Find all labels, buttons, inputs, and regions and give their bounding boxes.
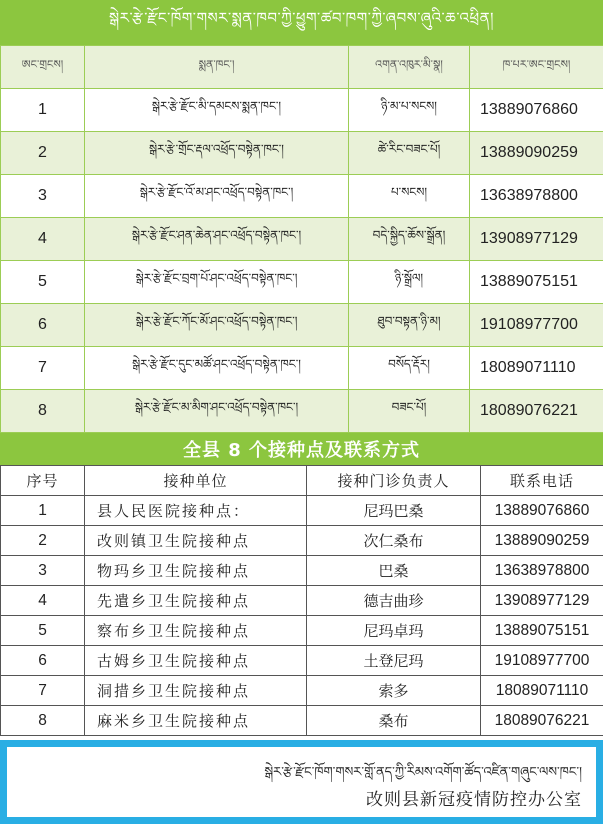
table-row (1, 175, 603, 218)
tibetan-title: སྒེར་རྩེ་རྫོང་ཁོག་གསར་སྨན་ཁབ་ཀྱི་ཕྱུག་ཚབ་ཁག་ཀྱི་ཞབས་ཞུའི་ཆ་འཕྲིན། (0, 0, 603, 45)
chinese-header-number: 序号 (1, 466, 85, 496)
chinese-header-phone: 联系电话 (481, 466, 603, 496)
table-row (1, 676, 603, 706)
row-number: 7 (1, 347, 85, 390)
row-unit: སྒེར་རྩེ་རྫོང་དུང་མཚོ་ཤང་འཕྲོད་བསྟེན་ཁང་། (85, 347, 349, 390)
row-person: ཉི་མ་པ་སངས། (349, 89, 470, 132)
row-person: ཚེ་རིང་བཟང་པོ། (349, 132, 470, 175)
table-row (1, 556, 603, 586)
row-phone: 13889076860 (481, 496, 603, 526)
row-unit: 改则镇卫生院接种点 (85, 526, 307, 556)
row-number: 5 (1, 616, 85, 646)
row-unit: སྒེར་རྩེ་རྫོང་མི་དམངས་སྨན་ཁང་། (85, 89, 349, 132)
tibetan-header-phone: ཁ་པར་ཨང་གྲངས། (470, 46, 603, 89)
tibetan-header-number: ཨང་གྲངས། (1, 46, 85, 89)
row-person: 土登尼玛 (307, 646, 481, 676)
tibetan-header-row (1, 46, 603, 89)
row-unit: 麻米乡卫生院接种点 (85, 706, 307, 736)
table-row (1, 132, 603, 175)
row-person: 索多 (307, 676, 481, 706)
row-number: 7 (1, 676, 85, 706)
row-phone: 13908977129 (481, 586, 603, 616)
row-phone: 19108977700 (481, 646, 603, 676)
row-phone: 18089071110 (470, 347, 603, 390)
row-unit: སྒེར་རྩེ་རྫོང་བྲག་པོ་ཤང་འཕྲོད་བསྟེན་ཁང་། (85, 261, 349, 304)
row-phone: 13889075151 (470, 261, 603, 304)
chinese-header-unit: 接种单位 (85, 466, 307, 496)
row-phone: 13908977129 (470, 218, 603, 261)
row-person: བཟང་པོ། (349, 390, 470, 433)
row-person: 次仁桑布 (307, 526, 481, 556)
row-unit: སྒེར་རྩེ་རྫོང་ཤན་ཆེན་ཤང་འཕྲོད་བསྟེན་ཁང་། (85, 218, 349, 261)
row-unit: 县人民医院接种点： (85, 496, 307, 526)
table-row (1, 496, 603, 526)
tibetan-vaccination-table (0, 45, 603, 433)
row-unit: སྒེར་རྩེ་རྫོང་ཀོང་མོ་ཤང་འཕྲོད་བསྟེན་ཁང་། (85, 304, 349, 347)
footer-tibetan: སྒེར་རྩེ་རྫོང་ཁོག་གསར་གློ་ནད་ཀྱི་རིམས་འགོག་ཚོད་འཛིན་གཞུང་ལས་ཁང་། (264, 765, 582, 780)
row-number: 5 (1, 261, 85, 304)
row-person: ཉི་སྒྲོལ། (349, 261, 470, 304)
table-row (1, 261, 603, 304)
row-number: 3 (1, 175, 85, 218)
row-phone: 13638978800 (470, 175, 603, 218)
row-number: 6 (1, 646, 85, 676)
table-row (1, 616, 603, 646)
table-row (1, 526, 603, 556)
row-number: 3 (1, 556, 85, 586)
row-phone: 13889090259 (481, 526, 603, 556)
footer-box (7, 747, 596, 817)
table-row (1, 706, 603, 736)
row-phone: 13889076860 (470, 89, 603, 132)
row-phone: 13889090259 (470, 132, 603, 175)
row-unit: 古姆乡卫生院接种点 (85, 646, 307, 676)
chinese-title: 全县 8 个接种点及联系方式 (0, 433, 603, 465)
row-unit: 先遣乡卫生院接种点 (85, 586, 307, 616)
row-unit: 洞措乡卫生院接种点 (85, 676, 307, 706)
row-person: 德吉曲珍 (307, 586, 481, 616)
row-unit: 察布乡卫生院接种点 (85, 616, 307, 646)
row-number: 8 (1, 390, 85, 433)
row-phone: 19108977700 (470, 304, 603, 347)
row-person: པ་སངས། (349, 175, 470, 218)
footer-chinese: 改则县新冠疫情防控办公室 (366, 790, 582, 810)
row-person: 桑布 (307, 706, 481, 736)
table-row (1, 304, 603, 347)
table-row (1, 89, 603, 132)
chinese-vaccination-table (0, 465, 603, 736)
row-person: 尼玛巴桑 (307, 496, 481, 526)
row-phone: 13638978800 (481, 556, 603, 586)
table-row (1, 586, 603, 616)
row-person: བདེ་སྐྱིད་ཆོས་སྒྲོན། (349, 218, 470, 261)
row-phone: 18089076221 (470, 390, 603, 433)
row-unit: 物玛乡卫生院接种点 (85, 556, 307, 586)
table-row (1, 218, 603, 261)
table-row (1, 390, 603, 433)
row-person: ཐུབ་བསྟན་ཉི་མ། (349, 304, 470, 347)
row-number: 1 (1, 496, 85, 526)
row-phone: 13889075151 (481, 616, 603, 646)
tibetan-header-person: འགན་འཁུར་མི་སྣ། (349, 46, 470, 89)
row-number: 2 (1, 132, 85, 175)
row-number: 1 (1, 89, 85, 132)
row-number: 4 (1, 586, 85, 616)
row-unit: སྒེར་རྩེ་གྲོང་རྡལ་འཕྲོད་བསྟེན་ཁང་། (85, 132, 349, 175)
row-phone: 18089071110 (481, 676, 603, 706)
row-person: 巴桑 (307, 556, 481, 586)
row-unit: སྒེར་རྩེ་རྫོང་འོ་མ་ཤང་འཕྲོད་བསྟེན་ཁང་། (85, 175, 349, 218)
row-number: 6 (1, 304, 85, 347)
row-person: 尼玛卓玛 (307, 616, 481, 646)
row-number: 2 (1, 526, 85, 556)
row-number: 8 (1, 706, 85, 736)
chinese-header-row (1, 466, 603, 496)
table-row (1, 646, 603, 676)
table-row (1, 347, 603, 390)
chinese-header-person: 接种门诊负责人 (307, 466, 481, 496)
row-number: 4 (1, 218, 85, 261)
tibetan-header-unit: སྨན་ཁང་། (85, 46, 349, 89)
row-phone: 18089076221 (481, 706, 603, 736)
row-unit: སྒེར་རྩེ་རྫོང་མ་མིག་ཤང་འཕྲོད་བསྟེན་ཁང་། (85, 390, 349, 433)
row-person: བསོད་རྡོར། (349, 347, 470, 390)
